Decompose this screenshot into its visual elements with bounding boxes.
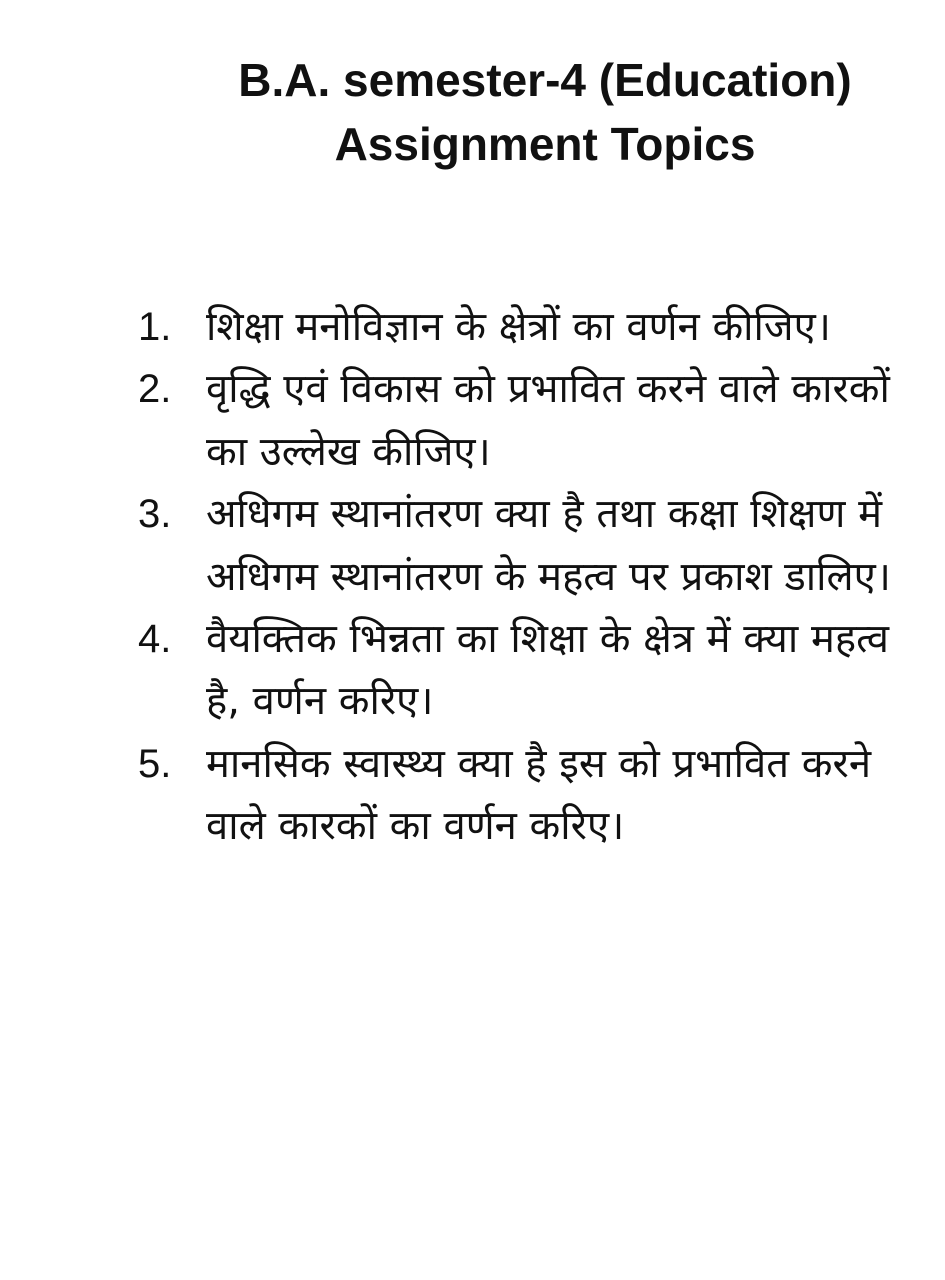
topic-item-4 — [130, 608, 910, 733]
topic-text: वृद्धि एवं विकास को प्रभावित करने वाले कारकों का उल्लेख कीजिए। — [206, 366, 890, 475]
topic-text: शिक्षा मनोविज्ञान के क्षेत्रों का वर्णन कीजिए। — [206, 304, 831, 350]
topic-item-5 — [130, 733, 910, 858]
topic-text: मानसिक स्वास्थ्य क्या है इस को प्रभावित करने वाले कारकों का वर्णन करिए। — [206, 740, 872, 850]
topic-list — [130, 296, 910, 858]
topic-number: 4. — [138, 617, 172, 662]
topic-item-3 — [130, 483, 910, 608]
title-line-1: B.A. semester-4 (Education) — [238, 54, 852, 106]
title-line-2: Assignment Topics — [334, 118, 756, 170]
topic-number: 3. — [138, 492, 172, 537]
topic-number: 5. — [138, 741, 172, 786]
topic-item-2 — [130, 358, 910, 483]
topic-text: वैयक्तिक भिन्नता का शिक्षा के क्षेत्र में क्या महत्व है, वर्णन करिए। — [206, 616, 889, 725]
topic-number: 1. — [138, 305, 172, 349]
document-title — [150, 48, 940, 176]
topic-number: 2. — [138, 367, 172, 412]
topic-item-1 — [130, 296, 910, 358]
topic-text: अधिगम स्थानांतरण क्या है तथा कक्षा शिक्षण में अधिगम स्थानांतरण के महत्व पर प्रकाश डालिए। — [206, 491, 891, 600]
